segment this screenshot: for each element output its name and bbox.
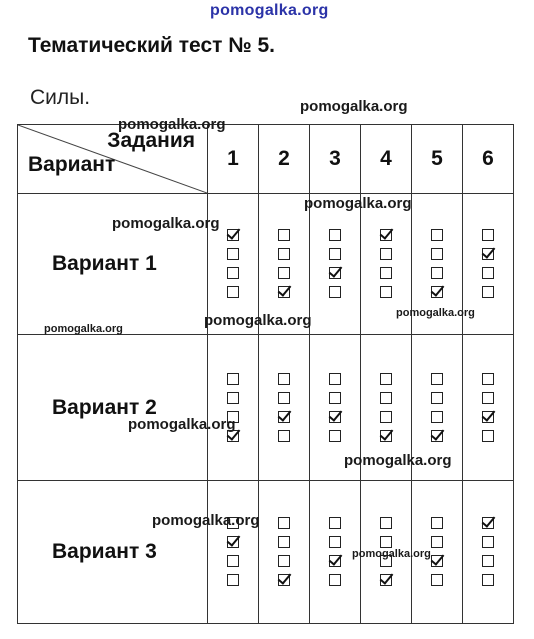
- empty-box-icon: [380, 248, 392, 260]
- variant-label: Вариант 2: [18, 335, 208, 481]
- checked-box-icon: [431, 286, 443, 298]
- watermark: pomogalka.org: [300, 98, 408, 115]
- empty-box-icon: [431, 536, 443, 548]
- empty-box-icon: [227, 248, 239, 260]
- empty-box-icon: [278, 555, 290, 567]
- empty-box-icon: [380, 267, 392, 279]
- checked-box-icon: [482, 411, 494, 423]
- checked-box-icon: [329, 555, 341, 567]
- answer-cell: [259, 335, 310, 481]
- variant-label: Вариант 1: [18, 194, 208, 335]
- empty-box-icon: [482, 555, 494, 567]
- empty-box-icon: [329, 430, 341, 442]
- corner-label-variant: Вариант: [28, 153, 116, 176]
- column-header: 1: [208, 125, 259, 194]
- empty-box-icon: [278, 373, 290, 385]
- corner-cell: [18, 125, 208, 194]
- empty-box-icon: [278, 229, 290, 241]
- empty-box-icon: [278, 517, 290, 529]
- empty-box-icon: [431, 411, 443, 423]
- watermark: pomogalka.org: [152, 512, 260, 529]
- empty-box-icon: [278, 536, 290, 548]
- column-header: 3: [310, 125, 361, 194]
- empty-box-icon: [227, 267, 239, 279]
- empty-box-icon: [278, 392, 290, 404]
- empty-box-icon: [380, 373, 392, 385]
- page-subtitle: Силы.: [30, 86, 91, 109]
- empty-box-icon: [482, 574, 494, 586]
- empty-box-icon: [380, 517, 392, 529]
- checked-box-icon: [380, 229, 392, 241]
- empty-box-icon: [482, 267, 494, 279]
- empty-box-icon: [227, 555, 239, 567]
- header-row: [18, 125, 514, 194]
- watermark: pomogalka.org: [344, 452, 452, 469]
- checked-box-icon: [278, 286, 290, 298]
- empty-box-icon: [278, 267, 290, 279]
- empty-box-icon: [329, 517, 341, 529]
- checked-box-icon: [278, 574, 290, 586]
- checked-box-icon: [329, 267, 341, 279]
- empty-box-icon: [482, 286, 494, 298]
- empty-box-icon: [482, 229, 494, 241]
- empty-box-icon: [431, 574, 443, 586]
- empty-box-icon: [227, 392, 239, 404]
- empty-box-icon: [431, 229, 443, 241]
- watermark: pomogalka.org: [396, 307, 475, 319]
- checked-box-icon: [431, 555, 443, 567]
- empty-box-icon: [380, 286, 392, 298]
- watermark: pomogalka.org: [128, 416, 236, 433]
- checked-box-icon: [278, 411, 290, 423]
- empty-box-icon: [482, 392, 494, 404]
- empty-box-icon: [431, 267, 443, 279]
- answer-cell: [208, 335, 259, 481]
- variant-label: Вариант 3: [18, 481, 208, 624]
- empty-box-icon: [329, 392, 341, 404]
- checked-box-icon: [227, 229, 239, 241]
- column-header: 6: [463, 125, 514, 194]
- empty-box-icon: [278, 248, 290, 260]
- answer-cell: [463, 481, 514, 624]
- empty-box-icon: [431, 517, 443, 529]
- answer-cell: [259, 481, 310, 624]
- checked-box-icon: [380, 430, 392, 442]
- empty-box-icon: [482, 536, 494, 548]
- checked-box-icon: [482, 517, 494, 529]
- watermark: pomogalka.org: [112, 215, 220, 232]
- empty-box-icon: [431, 248, 443, 260]
- column-header: 4: [361, 125, 412, 194]
- answer-cell: [208, 481, 259, 624]
- watermark: pomogalka.org: [44, 323, 123, 335]
- empty-box-icon: [380, 411, 392, 423]
- watermark: pomogalka.org: [204, 312, 312, 329]
- empty-box-icon: [380, 392, 392, 404]
- empty-box-icon: [329, 574, 341, 586]
- watermark: pomogalka.org: [118, 116, 226, 133]
- answer-cell: [310, 194, 361, 335]
- empty-box-icon: [431, 373, 443, 385]
- checked-box-icon: [227, 536, 239, 548]
- empty-box-icon: [329, 248, 341, 260]
- column-header: 5: [412, 125, 463, 194]
- checked-box-icon: [329, 411, 341, 423]
- empty-box-icon: [329, 286, 341, 298]
- page-title: Тематический тест № 5.: [28, 34, 275, 57]
- answer-table: [17, 124, 514, 624]
- watermark-top: pomogalka.org: [210, 2, 329, 19]
- watermark: pomogalka.org: [352, 548, 431, 560]
- watermark: pomogalka.org: [304, 195, 412, 212]
- checked-box-icon: [380, 574, 392, 586]
- empty-box-icon: [329, 229, 341, 241]
- checked-box-icon: [431, 430, 443, 442]
- empty-box-icon: [380, 536, 392, 548]
- corner-label-tasks: Задания: [107, 129, 195, 152]
- variant-row: [18, 481, 514, 624]
- empty-box-icon: [227, 373, 239, 385]
- answer-cell: [463, 335, 514, 481]
- empty-box-icon: [329, 373, 341, 385]
- column-header: 2: [259, 125, 310, 194]
- checked-box-icon: [482, 248, 494, 260]
- empty-box-icon: [227, 574, 239, 586]
- empty-box-icon: [431, 392, 443, 404]
- empty-box-icon: [482, 373, 494, 385]
- empty-box-icon: [227, 286, 239, 298]
- empty-box-icon: [329, 536, 341, 548]
- empty-box-icon: [278, 430, 290, 442]
- empty-box-icon: [482, 430, 494, 442]
